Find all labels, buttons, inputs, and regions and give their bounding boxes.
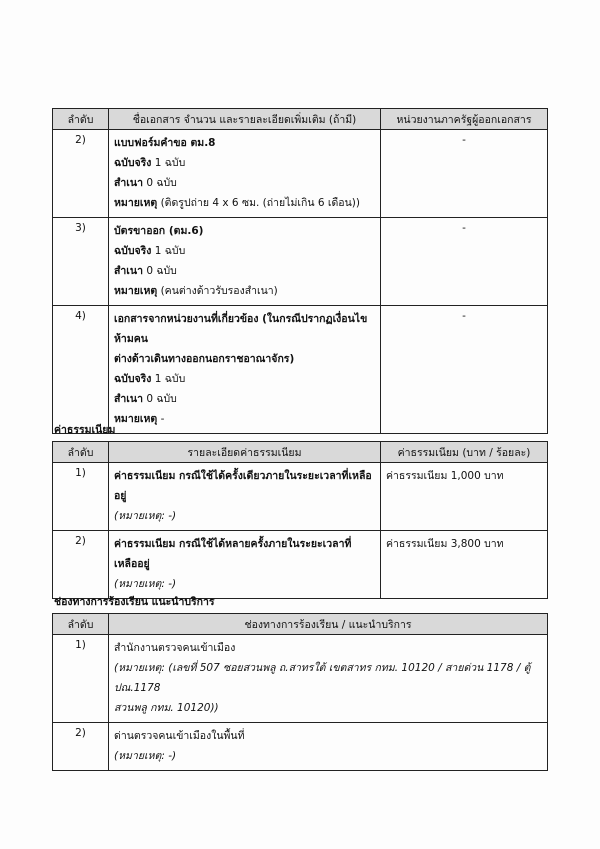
row-index: 2) [53, 531, 109, 599]
fee-detail [109, 463, 381, 531]
header-fee-amount: ค่าธรรมเนียม (บาท / ร้อยละ) [381, 442, 548, 463]
row-index: 2) [53, 130, 109, 218]
header-fee-detail: รายละเอียดค่าธรรมเนียม [109, 442, 381, 463]
fee-amount: ค่าธรรมเนียม 1,000 บาท [381, 463, 548, 531]
fee-amount: ค่าธรรมเนียม 3,800 บาท [381, 531, 548, 599]
channels-section-title: ช่องทางการร้องเรียน แนะนำบริการ [54, 596, 215, 608]
table-row [53, 531, 548, 599]
copy-label: สำเนา [114, 393, 143, 405]
channel-details [109, 723, 548, 771]
copy-label: สำเนา [114, 177, 143, 189]
original-label: ฉบับจริง [114, 245, 152, 257]
row-index: 3) [53, 218, 109, 306]
note-label: หมายเหตุ [114, 285, 158, 297]
table-header-row [53, 109, 548, 130]
fee-note: (หมายเหตุ: -) [114, 510, 177, 522]
document-title-line1: เอกสารจากหน่วยงานที่เกี่ยวข้อง (ในกรณีปรากฏเงื่อนไขห้ามคน [114, 313, 368, 345]
header-channel: ช่องทางการร้องเรียน / แนะนำบริการ [109, 614, 548, 635]
copy-label: สำเนา [114, 265, 143, 277]
row-index: 1) [53, 463, 109, 531]
fees-table [52, 441, 548, 599]
fee-detail [109, 531, 381, 599]
channel-details [109, 635, 548, 723]
fees-section-title: ค่าธรรมเนียม [54, 424, 116, 436]
document-title: แบบฟอร์มคำขอ ตม.8 [114, 137, 216, 149]
table-row [53, 130, 548, 218]
fee-note: (หมายเหตุ: -) [114, 578, 177, 590]
document-title: บัตรขาออก (ตม.6) [114, 225, 204, 237]
channel-name: ด่านตรวจคนเข้าเมืองในพื้นที่ [114, 730, 245, 742]
header-document-name: ชื่อเอกสาร จำนวน และรายละเอียดเพิ่มเติม (ถ้ามี) [109, 109, 381, 130]
table-row [53, 306, 548, 434]
header-index: ลำดับ [53, 442, 109, 463]
fee-detail-text: ค่าธรรมเนียม กรณีใช้ได้หลายครั้งภายในระยะเวลาที่เหลืออยู่ [114, 538, 352, 570]
channel-note-line1: (หมายเหตุ: (เลขที่ 507 ซอยสวนพลู ถ.สาทรใต้ เขตสาทร กทม. 10120 / สายด่วน 1178 / ตู้ ปณ.1178 [114, 662, 531, 694]
note-label: หมายเหตุ [114, 197, 158, 209]
original-value: 1 ฉบับ [154, 373, 186, 385]
table-header-row [53, 614, 548, 635]
row-index: 4) [53, 306, 109, 434]
original-value: 1 ฉบับ [154, 245, 186, 257]
note-label: หมายเหตุ [114, 413, 158, 425]
table-header-row [53, 442, 548, 463]
document-details [109, 306, 381, 434]
table-row [53, 635, 548, 723]
row-index: 2) [53, 723, 109, 771]
documents-table [52, 108, 548, 434]
original-value: 1 ฉบับ [154, 157, 186, 169]
note-value: (ติดรูปถ่าย 4 x 6 ซม. (ถ่ายไม่เกิน 6 เดือน)) [160, 197, 360, 209]
document-details [109, 130, 381, 218]
channel-name: สำนักงานตรวจคนเข้าเมือง [114, 642, 236, 654]
copy-value: 0 ฉบับ [146, 177, 177, 189]
header-index: ลำดับ [53, 109, 109, 130]
channel-note-line2: สวนพลู กทม. 10120)) [114, 702, 219, 714]
header-index: ลำดับ [53, 614, 109, 635]
issuing-agency: - [381, 130, 548, 218]
header-issuing-agency: หน่วยงานภาครัฐผู้ออกเอกสาร [381, 109, 548, 130]
original-label: ฉบับจริง [114, 373, 152, 385]
original-label: ฉบับจริง [114, 157, 152, 169]
table-row [53, 723, 548, 771]
channels-table [52, 613, 548, 771]
copy-value: 0 ฉบับ [146, 265, 177, 277]
fee-detail-text: ค่าธรรมเนียม กรณีใช้ได้ครั้งเดียวภายในระยะเวลาที่เหลืออยู่ [114, 470, 372, 502]
copy-value: 0 ฉบับ [146, 393, 177, 405]
document-details [109, 218, 381, 306]
issuing-agency: - [381, 218, 548, 306]
note-value: - [160, 413, 165, 425]
issuing-agency: - [381, 306, 548, 434]
channel-note-line1: (หมายเหตุ: -) [114, 750, 177, 762]
table-row [53, 463, 548, 531]
table-row [53, 218, 548, 306]
note-value: (คนต่างด้าวรับรองสำเนา) [160, 285, 278, 297]
document-title-line2: ต่างด้าวเดินทางออกนอกราชอาณาจักร) [114, 353, 295, 365]
row-index: 1) [53, 635, 109, 723]
